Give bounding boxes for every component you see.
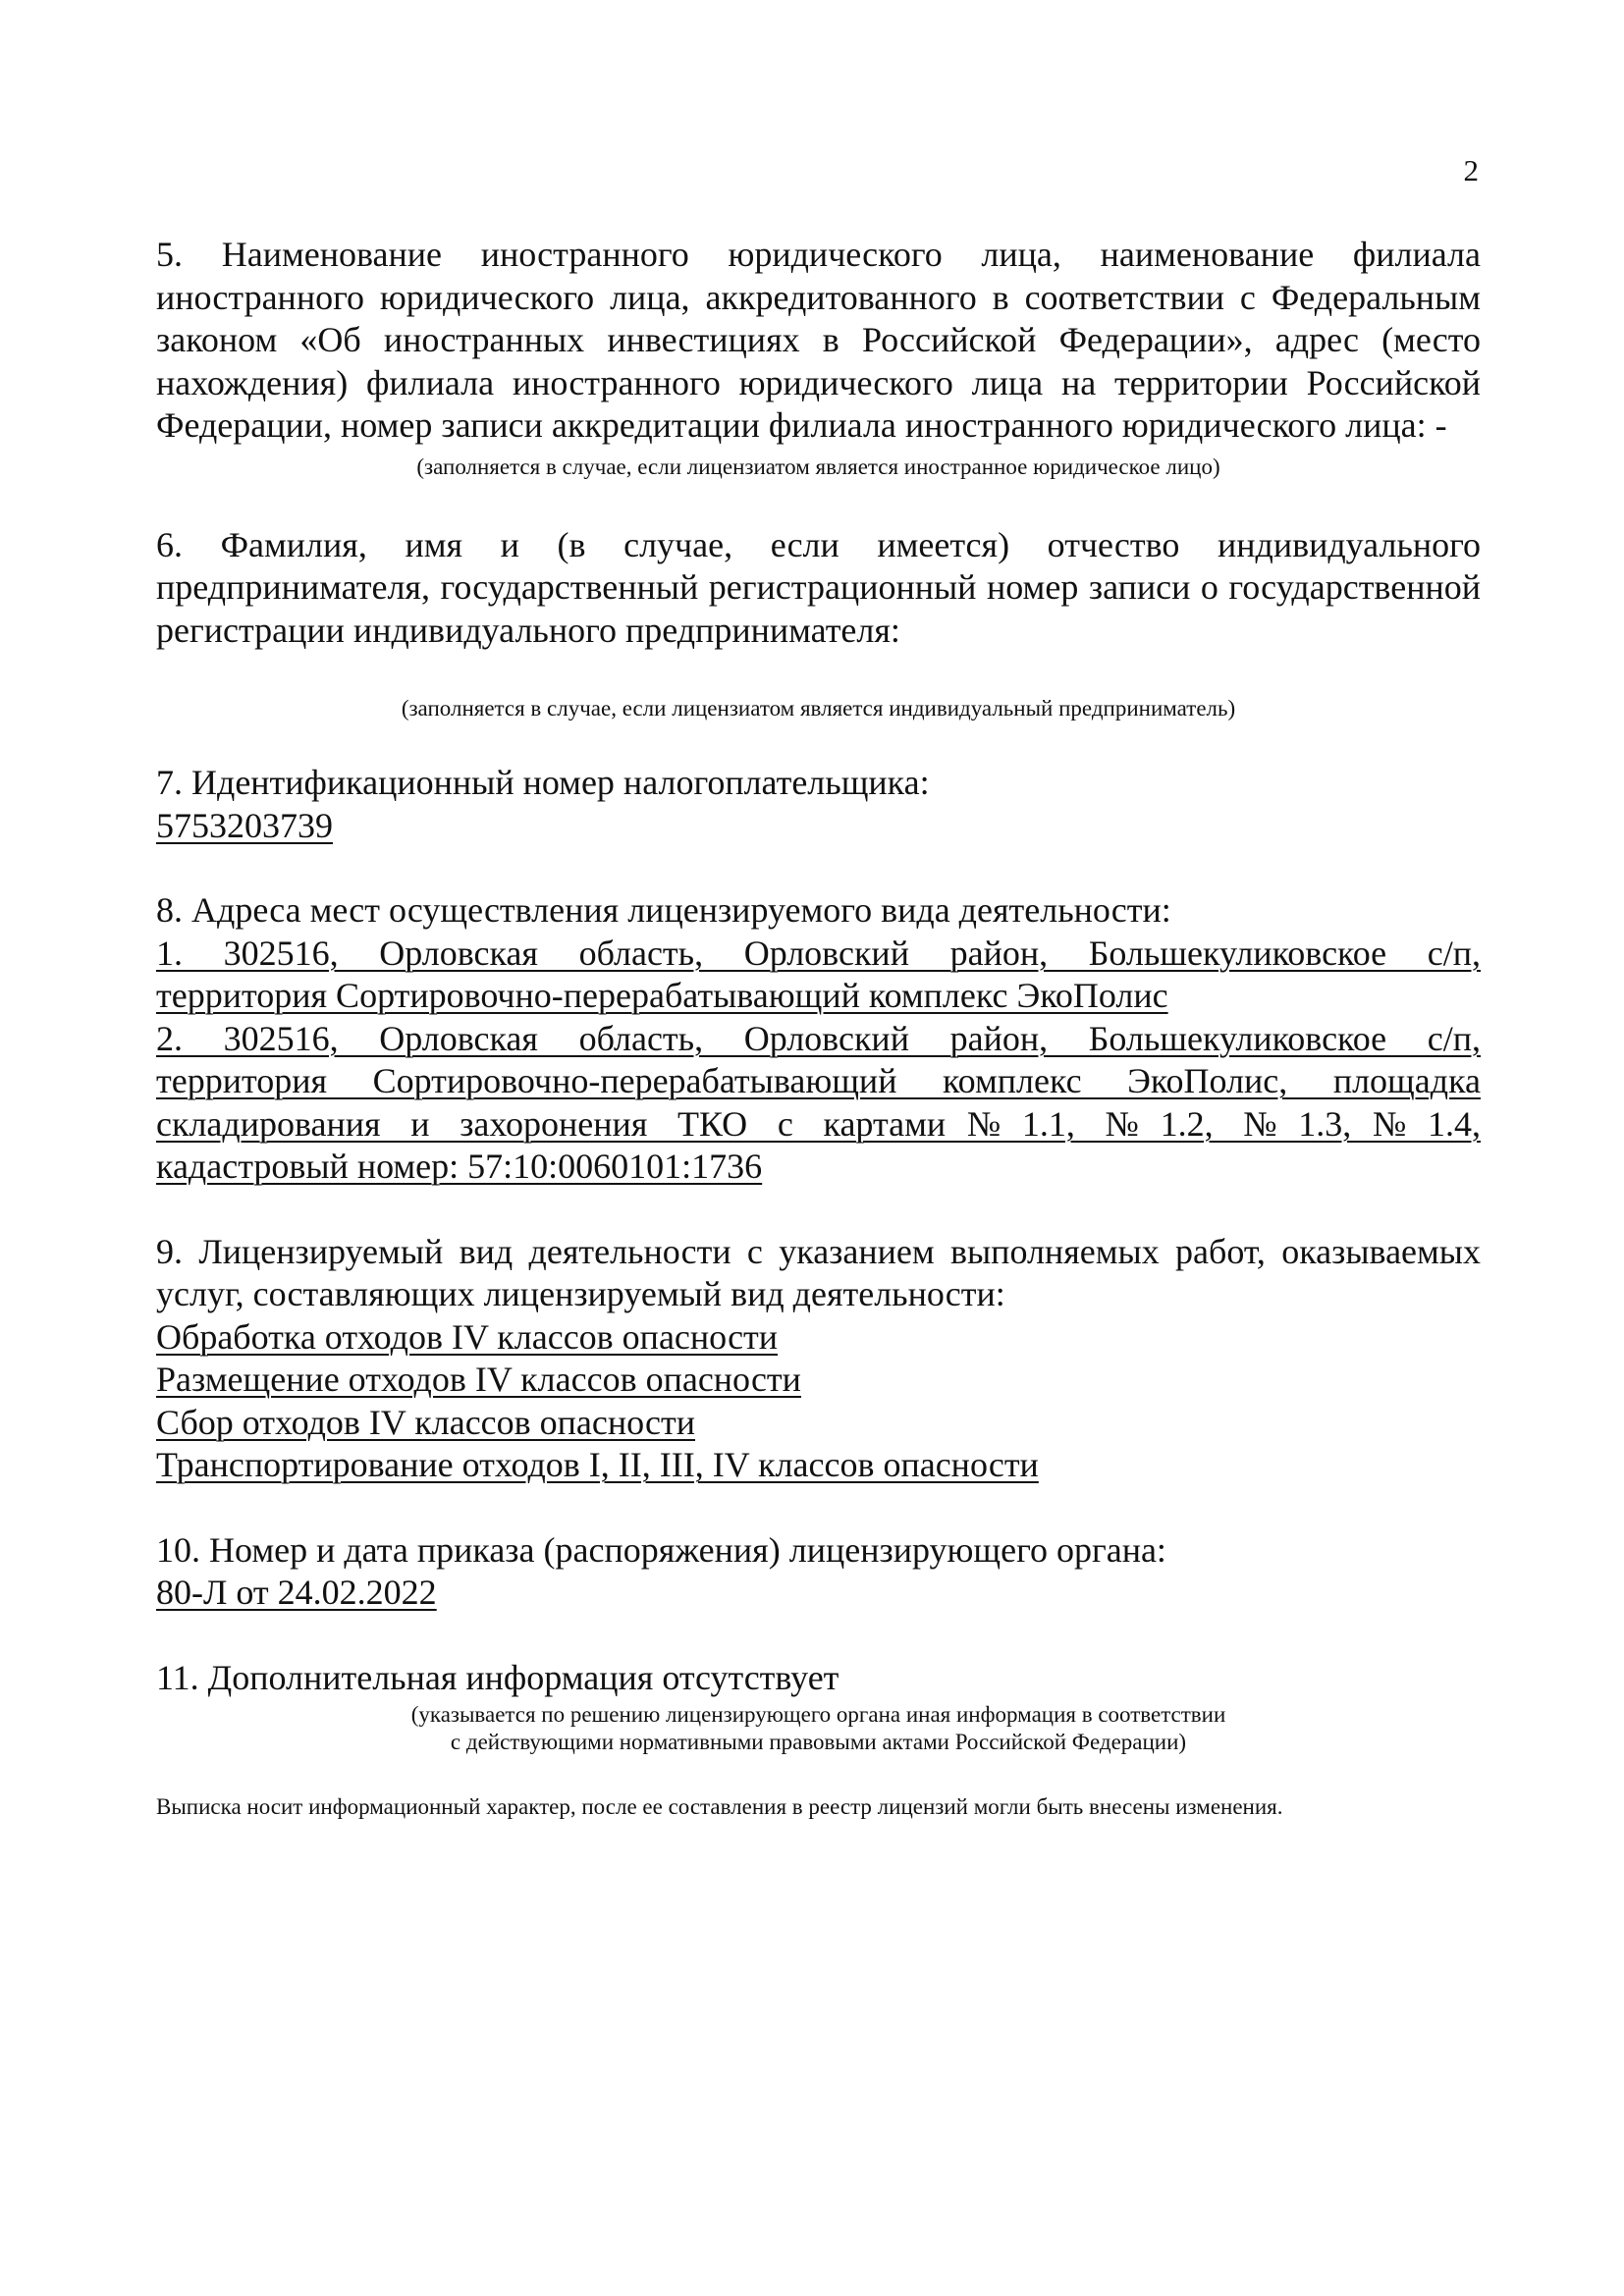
section-8 [156,889,1481,1189]
page-number: 2 [1463,153,1479,187]
section-10 [156,1529,1481,1615]
activity-line [156,1359,1481,1402]
section-9-label: 9. Лицензируемый вид деятельности с указанием выполняемых работ, оказываемых услуг, составляющих лицензируемый вид деятельности: [156,1231,1481,1313]
address-2-line-1: 2. 302516, Орловская область, Орловский район, Большекуликовское с/п, [156,1018,1481,1058]
section-7-value-line [156,805,1481,848]
section-11 [156,1657,1481,1757]
section-11-note-line-1: (указывается по решению лицензирующего органа иная информация в соответствии [410,1702,1226,1727]
activity-item: Размещение отходов IV классов опасности [156,1360,801,1399]
section-10-label: 10. Номер и дата приказа (распоряжения) лицензирующего органа: [156,1529,1166,1570]
address-2-line-2: территория Сортировочно-перерабатывающий комплекс ЭкоПолис, площадка [156,1061,1481,1100]
section-8-label: 8. Адреса мест осуществления лицензируемого вида деятельности: [156,890,1171,930]
section-5-note: (заполняется в случае, если лицензиатом является иностранное юридическое лицо) [416,454,1220,479]
activity-item: Транспортирование отходов I, II, III, IV классов опасности [156,1445,1039,1484]
section-7-label: 7. Идентификационный номер налогоплательщика: [156,763,930,802]
section-6-text: 6. Фамилия, имя и (в случае, если имеется) отчество индивидуального предпринимателя, государственный регистрационный номер записи о государственной регистрации индивидуального предпринимателя: [156,524,1481,650]
activity-line [156,1402,1481,1445]
activity-item: Обработка отходов IV классов опасности [156,1316,779,1357]
section-9 [156,1231,1481,1487]
address-1-line-2: территория Сортировочно-перерабатывающий комплекс ЭкоПолис [156,976,1168,1015]
address-1-line-1: 1. 302516, Орловская область, Орловский район, Большекуликовское с/п, [156,933,1481,973]
section-6-note: (заполняется в случае, если лицензиатом является индивидуальный предприниматель) [401,696,1236,721]
address-2-line-4: кадастровый номер: 57:10:0060101:1736 [156,1147,763,1186]
activity-line [156,1316,1481,1360]
section-11-note-line-2: с действующими нормативными правовыми актами Российской Федерации) [450,1730,1187,1754]
footer-note: Выписка носит информационный характер, после ее составления в реестр лицензий могли быть внесены изменения. [156,1794,1283,1819]
document-body [156,234,1481,1822]
inn-value: 5753203739 [156,805,333,845]
address-2-line-3: складирования и захоронения ТКО с картами№1.1, №1.2, №1.3,№1.4, [156,1103,1481,1144]
order-value: 80-Л от 24.02.2022 [156,1573,437,1612]
activity-line [156,1444,1481,1487]
section-10-value-line [156,1572,1481,1615]
activity-item: Сбор отходов IV классов опасности [156,1402,696,1442]
section-7 [156,762,1481,847]
section-11-label: 11. Дополнительная информация отсутствует [156,1657,839,1697]
section-5-text: 5. Наименование иностранного юридического лица, наименование филиала иностранного юридического лица, аккредитованного в соответствии с Федеральным законом «Об иностранных инвестициях в Российской Федерации», адрес (место нахождения) филиала иностранного юридического лица на территории Российской Федерации, номер записи аккредитации филиала иностранного юридического лица: - [156,235,1481,445]
